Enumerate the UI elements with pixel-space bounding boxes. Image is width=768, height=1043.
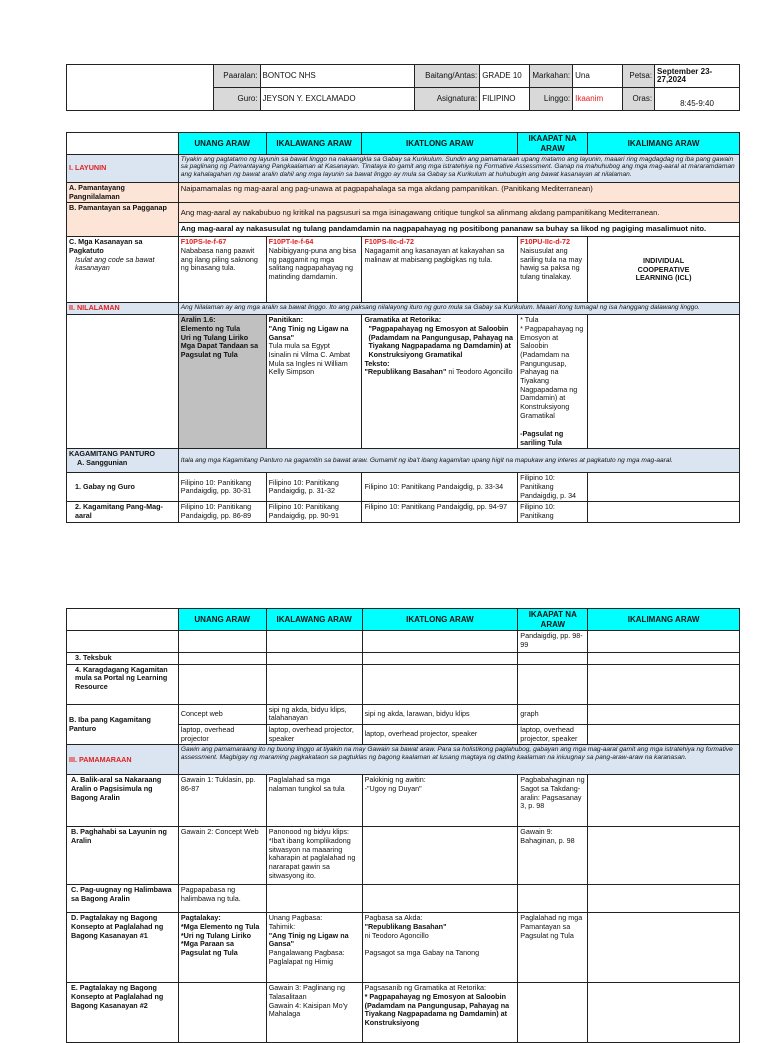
nilalaman-d3-title: Gramatika at Retorika:	[364, 315, 442, 325]
gabay-d1: Filipino 10: Panitikang Pandaigdig, pp. 30-31	[178, 473, 266, 502]
pamamaraan-note: Gawin ang pamamaraang ito ng buong linggo at tiyakin na may Gawain sa bawat araw. Para sa holistikong paglahubog, gabayan ang mga mag-aaral gamit ang mga istratehiya ng formative assessment. Magbigay ng maraming pagkakataon sa pagtuklas ng bagong kaalaman at lusang magtaya ng dating kaalaman na iniuugnay sa pang-araw-araw na karanasan.	[178, 745, 739, 775]
pagtalakay-1-d3	[362, 913, 518, 983]
pang-d4: Filipino 10: Panitikang	[518, 502, 588, 522]
karag-d2	[266, 664, 362, 704]
karag-d3	[362, 664, 518, 704]
day-header-2-2: IKALAWANG ARAW	[266, 609, 362, 631]
pagtalakay-2-label: E. Pagtalakay ng Bagong Konsepto at Paglalahad ng Bagong Kasanayan #2	[67, 983, 179, 1043]
header-blank	[67, 65, 214, 111]
corner-cell	[67, 133, 179, 155]
nilalaman-d2-title: Panitikan:	[268, 315, 303, 325]
linggo-label: Linggo:	[530, 88, 573, 111]
guro-label: Guro:	[213, 88, 260, 111]
gabay-label: 1. Gabay ng Guro	[67, 473, 179, 502]
kasanayan-d2-text: Nabibigyang-puna ang bisa ng paggamit ng mga salitang nagpapahayag ng matinding damdamin.	[268, 246, 357, 282]
cont-d2	[266, 631, 362, 653]
day-header-4: IKAAPAT NA ARAW	[518, 133, 588, 155]
layunin-label: I. LAYUNIN	[67, 155, 179, 183]
header-table	[66, 64, 740, 111]
teksbuk-d1	[178, 653, 266, 665]
iba-r1-d4: graph	[518, 704, 588, 724]
kasanayan-sub: Isulat ang code sa bawat kasanayan	[75, 254, 155, 273]
code-d1: F10PS-Ie-f-67	[180, 237, 227, 247]
pang-d3: Filipino 10: Panitikang Pandaigdig, pp. 94-97	[362, 502, 518, 522]
pang-mag-aaral-label: 2. Kagamitang Pang-Mag-aaral	[67, 502, 179, 522]
cont-d1	[178, 631, 266, 653]
pang-d2: Filipino 10: Panitikang Pandaigdig, pp. 90-91	[266, 502, 362, 522]
kasanayan-d4-text: Naisusulat ang sariling tula na may hawig sa paksa ng tulang tinalakay.	[520, 246, 583, 282]
nilalaman-d3-bold: "Pagpapahayag ng Emosyon at Saloobin (Padamdam na Pangungusap, Pahayag na Tiyakang Nagpapadama ng Damdamin) at Konstruksiyong Gramatikal	[368, 324, 514, 360]
balik-aral-d5	[588, 775, 740, 827]
pag-uugnay-d4	[518, 885, 588, 913]
iba-r2-d1: laptop, overhead projector	[178, 725, 266, 745]
nilalaman-label: II. NILALAMAN	[67, 303, 179, 315]
nilalaman-d4-text: * Tula * Pagpapahayag ng Emosyon at Saloobin (Padamdam na Pangungusap, Pahayag na Tiyakang Nagpapadama ng Damdamin) at Konstruksiyong Gramatikal	[520, 315, 584, 420]
markahan-value: Una	[573, 65, 623, 88]
code-d2: F10PT-Ie-f-64	[268, 237, 314, 247]
day-header-1: UNANG ARAW	[178, 133, 266, 155]
pamantayang-text: Naipamamalas ng mag-aaral ang pag-unawa at pagpapahalaga sa mga akdang pampanitikan. (Panitikang Mediterranean)	[178, 183, 739, 203]
pamamaraan-label: III. PAMAMARAAN	[67, 745, 179, 775]
pagganap-text: Ang mag-aaral ay nakabubuo ng kritikal na pagsusuri sa mga isinagawang critique tungkol sa alinmang akdang pampanitikang Mediterranean.	[178, 203, 739, 223]
pagtalakay-2-d4	[518, 983, 588, 1043]
oras-label: Oras:	[623, 88, 655, 111]
petsa-value: September 23-27,2024	[655, 65, 740, 88]
iba-r1-d3: sipi ng akda, larawan, bidyu klips	[362, 704, 518, 724]
teksbuk-d3	[362, 653, 518, 665]
pagtalakay-1-d3-c: ni Teodoro Agoncillo Pagsagot sa mga Gabay na Tanong	[364, 930, 480, 957]
day-header-2-3: IKATLONG ARAW	[362, 609, 518, 631]
kagamitan-note: Itala ang mga Kagamitang Panturo na gagamitin sa bawat araw. Gumamit ng iba't ibang kagamitan upang higit na mapukaw ang interes at pagkatuto ng mga mag-aaral.	[178, 449, 739, 473]
gabay-d5	[588, 473, 740, 502]
cont-blank	[67, 631, 179, 653]
pag-uugnay-label: C. Pag-uugnay ng Halimbawa sa Bagong Aralin	[67, 885, 179, 913]
kasanayan-cell	[67, 237, 179, 303]
nilalaman-note: Ang Nilalaman ay ang mga aralin sa bawat linggo. Ito ang paksang nilalayong ituro ng guro mula sa Gabay sa Kurikulum. Maaari itong tumagal ng isa hanggang dalawang linggo.	[178, 303, 739, 315]
karagdagang-label: 4. Karagdagang Kagamitan mula sa Portal ng Learning Resource	[67, 664, 179, 704]
pagtalakay-2-d3	[362, 983, 518, 1043]
nilalaman-d2-text: Tula mula sa Egypt Isinalin ni Vilma C. Ambat Mula sa Ingles ni William Kelly Simpson	[268, 341, 350, 377]
pagtalakay-1-d2-b: "Ang Tinig ng Ligaw na Gansa"	[268, 930, 349, 949]
teksbuk-d4	[518, 653, 588, 665]
teksbuk-label: 3. Teksbuk	[67, 653, 179, 665]
nilalaman-d3-teksto-author: ni Teodoro Agoncillo	[446, 367, 513, 377]
baitang-label: Baitang/Antas:	[415, 65, 480, 88]
paghahabi-d5	[588, 827, 740, 885]
layunin-note: Tiyakin ang pagtatamo ng layunin sa bawat linggo na nakaangkla sa Gabay sa Kurikulum. Sundin ang pamamaraan upang matamo ang layunin, maaari ring magdagdag ng iba pang gawain sa paglinang ng Pamantayang Pangkaalaman at Kasanayan. Tinataya ito gamit ang mga istratehiya ng Formative Assessment. Ganap na mahuhubog ang mga mag-aaral at mararamdaman ang kahalagahan ng bawat aralin dahil ang mga layunin sa bawat linggo ay mula sa Gabay sa Kurikulum at huhubugin ang bawat kasanayan at nilalaman.	[178, 155, 739, 183]
day-header-2: IKALAWANG ARAW	[266, 133, 362, 155]
nilalaman-d4	[518, 315, 588, 449]
pag-uugnay-d1: Pagpapabasa ng halimbawa ng tula.	[178, 885, 266, 913]
petsa-label: Petsa:	[623, 65, 655, 88]
nilalaman-d3-teksto: Teksto:	[364, 358, 390, 368]
nilalaman-d3	[362, 315, 518, 449]
paghahabi-label: B. Paghahabi sa Layunin ng Aralin	[67, 827, 179, 885]
kagamitan-cell	[67, 449, 179, 473]
kagamitan-label: KAGAMITANG PANTURO	[69, 449, 155, 459]
sanggunian-label: A. Sanggunian	[77, 458, 128, 468]
pagtalakay-1-d3-b: "Republikang Basahan"	[364, 922, 447, 932]
pagtalakay-2-d3-a: Pagsasanib ng Gramatika at Retorika:	[364, 983, 487, 993]
pagtalakay-2-d3-b: * Pagpapahayag ng Emosyon at Saloobin (Padamdam na Pangungusap, Pahayag na Tiyakang Nagpapadama ng Damdamin) at Konstruksiyong	[364, 992, 510, 1027]
pang-d1: Filipino 10: Panitikang Pandaigdig, pp. 86-89	[178, 502, 266, 522]
balik-aral-d4: Pagbabahaginan ng Sagot sa Takdang-aralin: Pagsasanay 3, p. 98	[518, 775, 588, 827]
linggo-value: Ikaanim	[573, 88, 623, 111]
nilalaman-d4-bold: -Pagsulat ng sariling Tula	[520, 429, 564, 447]
cont-d4: Pandaigdig, pp. 98-99	[518, 631, 588, 653]
kasanayan-d5: INDIVIDUAL COOPERATIVE LEARNING (ICL)	[588, 237, 740, 303]
pamantayang-label: A. Pamantayang Pangnilalaman	[67, 183, 179, 203]
paghahabi-d1: Gawain 2: Concept Web	[178, 827, 266, 885]
code-d4: F10PU-IIc-d-72	[520, 237, 571, 247]
iba-r2-d3: laptop, overhead projector, speaker	[362, 725, 518, 745]
kasanayan-d1	[178, 237, 266, 303]
markahan-label: Markahan:	[530, 65, 573, 88]
nilalaman-d2	[266, 315, 362, 449]
nilalaman-d2-bold: "Ang Tinig ng Ligaw na Gansa"	[268, 324, 349, 342]
pagtalakay-2-d1	[178, 983, 266, 1043]
pagtalakay-1-d3-a: Pagbasa sa Akda:	[364, 913, 423, 923]
pag-uugnay-d5	[588, 885, 740, 913]
kasanayan-d2	[266, 237, 362, 303]
nilalaman-d3-teksto-line	[364, 368, 515, 377]
iba-r2-d5	[588, 725, 740, 745]
iba-r2-d2: laptop, overhead projector, speaker	[266, 725, 362, 745]
kasanayan-d4	[518, 237, 588, 303]
nilalaman-d3-teksto-title: "Republikang Basahan"	[364, 367, 447, 377]
pag-uugnay-d2	[266, 885, 362, 913]
pang-d5	[588, 502, 740, 522]
gabay-d2: Filipino 10: Panitikang Pandaigdig, p. 31-32	[266, 473, 362, 502]
pagtalakay-1-d2-c: Pangalawang Pagbasa: Paglalapat ng Himig	[268, 947, 345, 966]
pagganap-label: B. Pamantayan sa Pagganap	[67, 203, 179, 237]
day-header-2-4: IKAAPAT NA ARAW	[518, 609, 588, 631]
iba-r2-d4: laptop, overhead projector, speaker	[518, 725, 588, 745]
day-header-3: IKATLONG ARAW	[362, 133, 518, 155]
paaralan-value: BONTOC NHS	[260, 65, 415, 88]
iba-r1-d5	[588, 704, 740, 724]
day-header-5: IKALIMANG ARAW	[588, 133, 740, 155]
pagtalakay-1-d5	[588, 913, 740, 983]
balik-aral-d2: Paglalahad sa mga nalaman tungkol sa tula	[266, 775, 362, 827]
nilalaman-blank	[67, 315, 179, 449]
paghahabi-d4: Gawain 9: Bahaginan, p. 98	[518, 827, 588, 885]
kasanayan-d1-text: Nababasa nang paawit ang ilang piling saknong ng binasang tula.	[180, 246, 258, 273]
karag-d5	[588, 664, 740, 704]
pagtalakay-1-d1: Pagtalakay: *Mga Elemento ng Tula *Uri ng Tulang Liriko *Mga Paraan sa Pagsulat ng Tula	[178, 913, 266, 983]
cont-d3	[362, 631, 518, 653]
paghahabi-d3	[362, 827, 518, 885]
nilalaman-d1: Aralin 1.6: Elemento ng Tula Uri ng Tulang Liriko Mga Dapat Tandaan sa Pagsulat ng Tula	[178, 315, 266, 449]
pagtalakay-1-d2-a: Unang Pagbasa: Tahimik:	[268, 913, 323, 932]
asignatura-label: Asignatura:	[415, 88, 480, 111]
kasanayan-d3-text: Nagagamit ang kasanayan at kakayahan sa malinaw at mabisang pagbigkas ng tula.	[364, 246, 505, 264]
baitang-value: GRADE 10	[480, 65, 530, 88]
paghahabi-d2: Panonood ng bidyu klips: *Iba't ibang komplikadong sitwasyon na maaaring kaharapin at paglalahad ng nararapat gawin sa sitwasyong ito.	[266, 827, 362, 885]
day-header-2-5: IKALIMANG ARAW	[588, 609, 740, 631]
karag-d1	[178, 664, 266, 704]
gabay-d4: Filipino 10: Panitikang Pandaigdig, p. 34	[518, 473, 588, 502]
balik-aral-d3: Pakikinig ng awitin: -"Ugoy ng Duyan"	[362, 775, 518, 827]
pagganap-text-2: Ang mag-aaral ay nakasusulat ng tulang pandamdamin na nagpapahayag ng positibong pananaw sa buhay sa likod ng pagiging masalimuot nito.	[178, 223, 739, 237]
pagtalakay-1-d2	[266, 913, 362, 983]
lesson-table-2	[66, 608, 740, 1043]
iba-r1-d2: sipi ng akda, bidyu klips, talahanayan	[266, 704, 362, 724]
guro-value: JEYSON Y. EXCLAMADO	[260, 88, 415, 111]
cont-d5	[588, 631, 740, 653]
kasanayan-d3	[362, 237, 518, 303]
code-d3: F10PS-IIc-d-72	[364, 237, 414, 247]
paaralan-label: Paaralan:	[213, 65, 260, 88]
teksbuk-d5	[588, 653, 740, 665]
pag-uugnay-d3	[362, 885, 518, 913]
lesson-table-1	[66, 132, 740, 523]
day-header-2-1: UNANG ARAW	[178, 609, 266, 631]
pagtalakay-2-d5	[588, 983, 740, 1043]
pagtalakay-1-d4: Paglalahad ng mga Pamantayan sa Pagsulat ng Tula	[518, 913, 588, 983]
karag-d4	[518, 664, 588, 704]
nilalaman-d5	[588, 315, 740, 449]
pagtalakay-1-label: D. Pagtalakay ng Bagong Konsepto at Paglalahad ng Bagong Kasanayan #1	[67, 913, 179, 983]
asignatura-value: FILIPINO	[480, 88, 530, 111]
balik-aral-label: A. Balik-aral sa Nakaraang Aralin o Pagsisimula ng Bagong Aralin	[67, 775, 179, 827]
corner-cell-2	[67, 609, 179, 631]
oras-value: 8:45-9:40	[655, 88, 740, 111]
iba-r1-d1: Concept web	[178, 704, 266, 724]
pagtalakay-2-d2: Gawain 3: Paglinang ng Talasalitaan Gawain 4: Kaisipan Mo'y Mahalaga	[266, 983, 362, 1043]
balik-aral-d1: Gawain 1: Tuklasin, pp. 86-87	[178, 775, 266, 827]
kasanayan-label: C. Mga Kasanayan sa Pagkatuto	[69, 237, 143, 256]
gabay-d3: Filipino 10: Panitikang Pandaigdig, p. 33-34	[362, 473, 518, 502]
teksbuk-d2	[266, 653, 362, 665]
iba-label: B. Iba pang Kagamitang Panturo	[67, 704, 179, 745]
